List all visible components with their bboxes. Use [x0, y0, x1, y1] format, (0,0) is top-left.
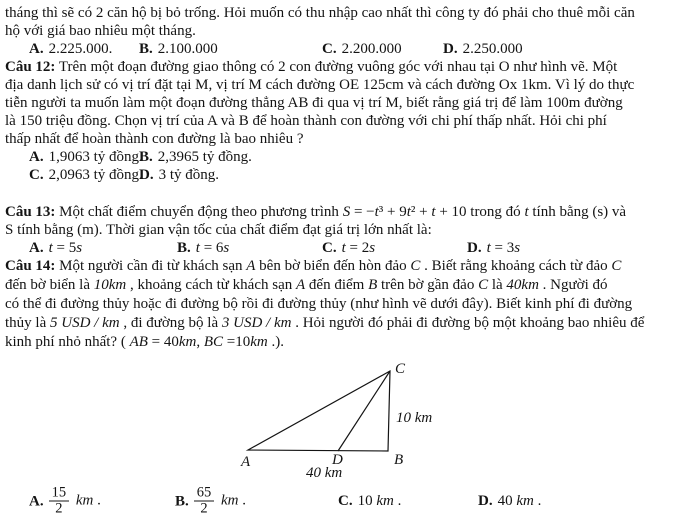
side-length-bc: 10 km — [396, 410, 433, 426]
option-c — [29, 166, 143, 184]
text-line: Câu 14: Một người cần đi từ khách sạn A bên bờ biển đến hòn đảo C . Biết rằng khoảng cách từ đảo C — [5, 258, 622, 274]
option-text: $\frac{65}{2}$ km . — [194, 486, 246, 517]
option-text: 2.100.000 — [157, 41, 218, 57]
text-line: thấp nhất để hoàn thành con đường là bao nhiêu ? — [5, 131, 304, 147]
option-label: C. — [322, 240, 337, 256]
option-text: 10 km . — [357, 493, 402, 509]
option-label: A. — [29, 149, 44, 165]
answer-options-row — [5, 239, 671, 257]
option-text: 40 km . — [497, 493, 542, 509]
option-label: A. — [29, 493, 44, 509]
triangle-abc — [248, 371, 390, 451]
option-text: 2.200.000 — [341, 41, 402, 57]
text-line: Câu 13: Một chất điểm chuyển động theo phương trình S = −t³ + 9t² + t + 10 trong đó t tính bằng (s) và — [5, 204, 627, 220]
text-line: là 150 triệu đồng. Chọn vị trí của A và B để hoàn thành con đường với chi phí thấp nhất. Hỏi chi phí — [5, 113, 607, 129]
question-13 — [5, 203, 671, 257]
answer-options-row — [5, 40, 671, 58]
question-12 — [5, 58, 671, 184]
text-line: thủy là 5 USD / km , đi đường bộ là 3 USD / km . Hỏi người đó phải đi đường bộ một khoảng bao nhiêu để — [5, 315, 645, 331]
text-line: địa danh lịch sử có vị trí đặt tại M, vị trí M cách đường OE 125cm và cách đường Ox 1km. Vì lý do thực — [5, 77, 635, 93]
triangle-diagram — [238, 358, 438, 480]
text-line: Câu 12: Trên một đoạn đường giao thông có 2 con đường vuông góc với nhau tại O như hình vẽ. Một — [5, 59, 618, 75]
option-text: t = 3s — [486, 240, 521, 256]
option-a — [29, 148, 143, 166]
option-text: $\frac{15}{2}$ km . — [49, 486, 101, 517]
option-d — [478, 492, 541, 510]
option-text: 2.250.000 — [462, 41, 523, 57]
segment-dc — [338, 371, 390, 451]
option-d — [443, 40, 523, 58]
text-line: đến bờ biển là 10km , khoảng cách từ khách sạn A đến điểm B trên bờ gần đảo C là 40km . Người đó — [5, 277, 608, 293]
option-text: 2,0963 tỷ đồng. — [48, 167, 143, 183]
option-label: B. — [175, 493, 189, 509]
option-b — [175, 486, 246, 517]
option-c — [338, 492, 401, 510]
option-label: D. — [467, 240, 482, 256]
option-text: t = 5s — [48, 240, 83, 256]
option-text: 1,9063 tỷ đồng. — [48, 149, 143, 165]
paragraph-spacer — [5, 184, 671, 203]
question-intro-tail — [5, 4, 671, 58]
option-label: D. — [443, 41, 458, 57]
vertex-label-c: C — [395, 361, 406, 377]
option-text: 2.225.000. — [48, 41, 113, 57]
option-label: C. — [29, 167, 44, 183]
question-14 — [5, 257, 671, 352]
option-label: D. — [478, 493, 493, 509]
option-a — [29, 486, 101, 517]
option-d — [467, 239, 520, 257]
option-text: t = 6s — [195, 240, 230, 256]
text-line: hộ với giá bao nhiêu một tháng. — [5, 23, 196, 39]
option-b — [139, 148, 252, 166]
answer-options-row — [5, 484, 671, 518]
option-label: A. — [29, 41, 44, 57]
answer-options-row — [5, 166, 671, 184]
text-line: tiễn người ta muốn làm một đoạn đường thẳng AB đi qua vị trí M, biết rằng giá trị để làm 100m đường — [5, 95, 623, 111]
option-d — [139, 166, 219, 184]
vertex-label-d: D — [332, 452, 343, 468]
option-text: t = 2s — [341, 240, 376, 256]
option-label: C. — [322, 41, 337, 57]
text-line: S tính bằng (m). Thời gian vận tốc của chất điểm đạt giá trị lớn nhất là: — [5, 222, 432, 238]
option-c — [322, 40, 402, 58]
text-line: có thể đi đường thủy hoặc đi đường bộ rồi đi đường thủy (như hình vẽ dưới đây). Biết kinh phí đi đường — [5, 296, 633, 312]
option-label: C. — [338, 493, 353, 509]
vertex-label-b: B — [394, 452, 404, 468]
option-label: D. — [139, 167, 154, 183]
option-text: 2,3965 tỷ đồng. — [157, 149, 252, 165]
answer-options-row — [5, 148, 671, 166]
option-text: 3 tỷ đồng. — [158, 167, 220, 183]
side-length-ab: 40 km — [306, 465, 343, 480]
option-label: A. — [29, 240, 44, 256]
option-label: B. — [177, 240, 191, 256]
option-a — [29, 40, 112, 58]
option-c — [322, 239, 375, 257]
option-label: B. — [139, 41, 153, 57]
text-line: kinh phí nhỏ nhất? ( AB = 40km, BC =10km .). — [5, 334, 285, 350]
option-label: B. — [139, 149, 153, 165]
vertex-label-a: A — [241, 454, 251, 470]
text-line: tháng thì sẽ có 2 căn hộ bị bỏ trống. Hỏi muốn có thu nhập cao nhất thì công ty đó phải cho thuê mỗi căn — [5, 5, 635, 21]
option-b — [177, 239, 229, 257]
option-a — [29, 239, 82, 257]
option-b — [139, 40, 218, 58]
